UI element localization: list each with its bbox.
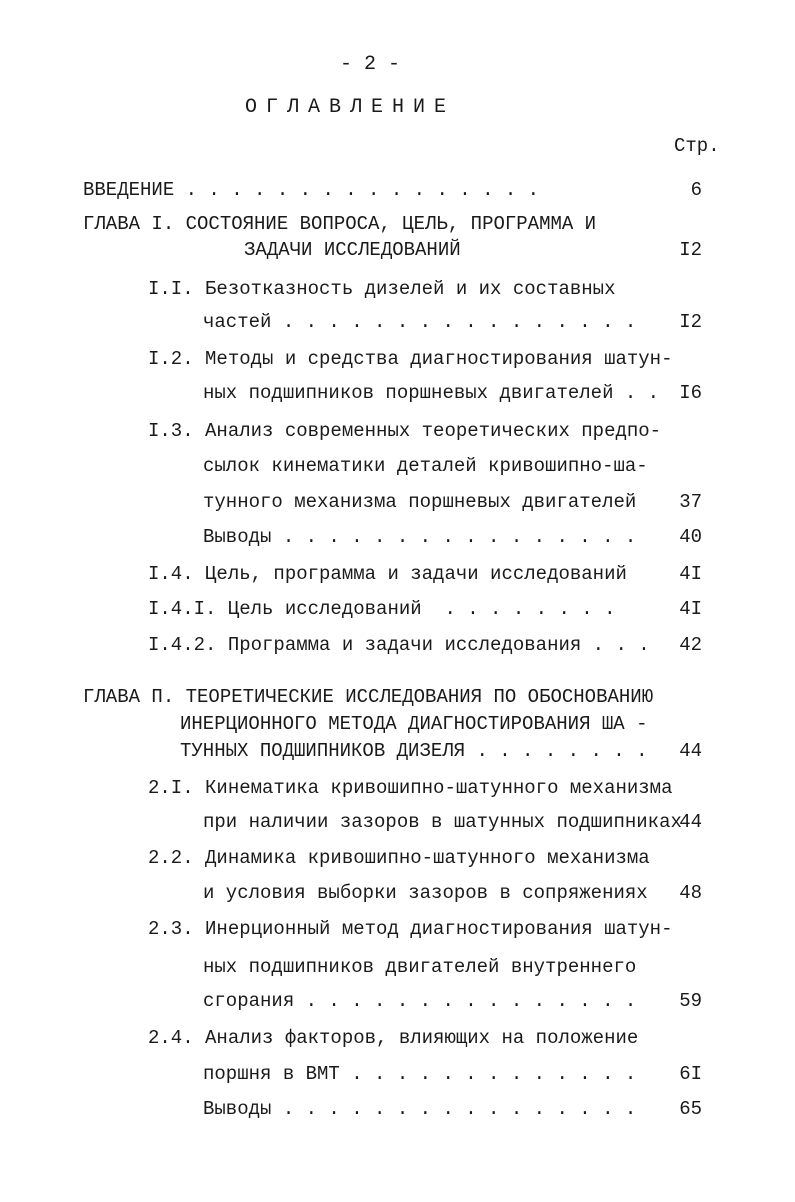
toc-entry-text: Выводы . . . . . . . . . . . . . . . . — [203, 1098, 637, 1120]
toc-entry-text: ИНЕРЦИОННОГО МЕТОДА ДИАГНОСТИРОВАНИЯ ША - — [180, 713, 648, 735]
toc-entry-text: 2.4. Анализ факторов, влияющих на положение — [148, 1027, 639, 1049]
toc-entry-text: сылок кинематики деталей кривошипно-ша- — [203, 455, 648, 477]
toc-entry-text: ГЛАВА I. СОСТОЯНИЕ ВОПРОСА, ЦЕЛЬ, ПРОГРАММА И — [83, 213, 597, 235]
toc-entry-text: ТУННЫХ ПОДШИПНИКОВ ДИЗЕЛЯ . . . . . . . . — [180, 740, 648, 762]
page-column-header: Стр. — [674, 135, 720, 157]
toc-entry-text: поршня в ВМТ . . . . . . . . . . . . . — [203, 1063, 637, 1085]
toc-entry-page: I6 — [679, 382, 702, 404]
toc-entry-page: 6 — [690, 179, 702, 201]
toc-entry-text: тунного механизма поршневых двигателей — [203, 491, 637, 513]
toc-entry-page: 44 — [679, 811, 702, 833]
toc-entry-text: I.I. Безотказность дизелей и их составных — [148, 278, 616, 300]
toc-entry-text: Выводы . . . . . . . . . . . . . . . . — [203, 526, 637, 548]
toc-entry-text: при наличии зазоров в шатунных подшипниках — [203, 811, 682, 833]
toc-entry-page: 48 — [679, 882, 702, 904]
toc-entry-text: I.4.2. Программа и задачи исследования . . . — [148, 634, 650, 656]
toc-entry-text: I.3. Анализ современных теоретических предпо- — [148, 420, 662, 442]
toc-entry-page: 6I — [679, 1063, 702, 1085]
toc-entry-page: 40 — [679, 526, 702, 548]
toc-entry-text: I.4. Цель, программа и задачи исследований — [148, 563, 627, 585]
toc-entry-text: I.4.I. Цель исследований . . . . . . . . — [148, 598, 616, 620]
toc-entry-page: 59 — [679, 990, 702, 1012]
page-title: ОГЛАВЛЕНИЕ — [244, 96, 456, 119]
toc-entry-text: и условия выборки зазоров в сопряжениях — [203, 882, 648, 904]
toc-entry-text: I.2. Методы и средства диагностирования шатун- — [148, 348, 673, 370]
toc-entry-page: I2 — [679, 239, 702, 261]
toc-entry-page: 42 — [679, 634, 702, 656]
toc-entry-text: 2.2. Динамика кривошипно-шатунного механизма — [148, 847, 650, 869]
toc-entry-page: 65 — [679, 1098, 702, 1120]
toc-entry-text: ГЛАВА П. ТЕОРЕТИЧЕСКИЕ ИССЛЕДОВАНИЯ ПО ОБОСНОВАНИЮ — [83, 686, 654, 708]
toc-entry-text: ВВЕДЕНИЕ . . . . . . . . . . . . . . . . — [83, 179, 540, 201]
toc-entry-text: 2.I. Кинематика кривошипно-шатунного механизма — [148, 777, 673, 799]
toc-entry-page: 44 — [679, 740, 702, 762]
toc-entry-text: ных подшипников двигателей внутреннего — [203, 956, 637, 978]
toc-entry-page: 37 — [679, 491, 702, 513]
toc-entry-page: I2 — [679, 311, 702, 333]
toc-entry-page: 4I — [679, 563, 702, 585]
toc-entry-text: ных подшипников поршневых двигателей . . — [203, 382, 660, 404]
toc-entry-text: сгорания . . . . . . . . . . . . . . . — [203, 990, 637, 1012]
toc-entry-text: частей . . . . . . . . . . . . . . . . — [203, 311, 637, 333]
page-number: - 2 - — [339, 53, 400, 76]
toc-entry-text: ЗАДАЧИ ИССЛЕДОВАНИЙ — [244, 239, 461, 261]
toc-entry-text: 2.3. Инерционный метод диагностирования шатун- — [148, 918, 673, 940]
toc-entry-page: 4I — [679, 598, 702, 620]
